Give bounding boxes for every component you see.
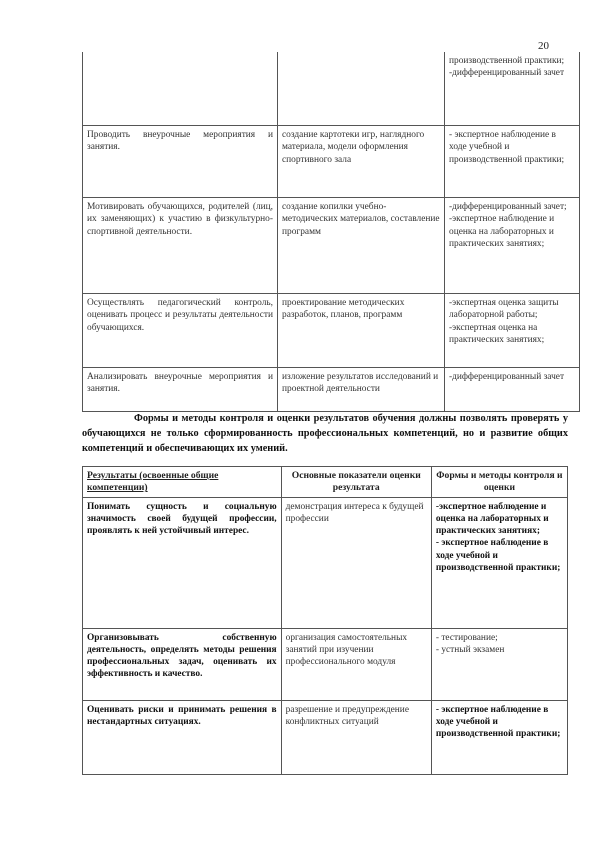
page-number: 20 xyxy=(538,40,549,52)
table-row xyxy=(83,52,580,126)
table-cell: проектирование методических разработок, планов, программ xyxy=(278,294,445,368)
table-cell: -дифференцированный зачет xyxy=(445,368,580,412)
table-row xyxy=(83,198,580,294)
table-cell: производственной практики; -дифференцированный зачет xyxy=(445,52,580,126)
table-row xyxy=(83,497,568,628)
table-cell: -экспертная оценка защиты лабораторной работы; -экспертная оценка на практических занятиях; xyxy=(445,294,580,368)
table-cell: создание копилки учебно-методических материалов, составление программ xyxy=(278,198,445,294)
column-header-results: Результаты (освоенные общие компетенции) xyxy=(83,467,282,498)
table-cell: Анализировать внеурочные мероприятия и занятия. xyxy=(83,368,278,412)
table-cell: изложение результатов исследований и проектной деятельности xyxy=(278,368,445,412)
table-cell: Осуществлять педагогический контроль, оценивать процесс и результаты деятельности обучающихся. xyxy=(83,294,278,368)
table-cell: демонстрация интереса к будущей профессии xyxy=(281,497,431,628)
table-cell: Мотивировать обучающихся, родителей (лиц, их заменяющих) к участию в физкультурно-спортивной деятельности. xyxy=(83,198,278,294)
table-cell: создание картотеки игр, наглядного материала, модели оформления спортивного зала xyxy=(278,126,445,198)
table-cell: - экспертное наблюдение в ходе учебной и производственной практики; xyxy=(445,126,580,198)
table-row xyxy=(83,126,580,198)
table-row xyxy=(83,700,568,774)
table-row xyxy=(83,368,580,412)
table-cell xyxy=(278,52,445,126)
table-row xyxy=(83,294,580,368)
table-cell: -экспертное наблюдение и оценка на лабораторных и практических занятиях; - экспертное наблюдение в ходе учебной и производственной практики; xyxy=(431,497,567,628)
column-header-methods: Формы и методы контроля и оценки xyxy=(431,467,567,498)
general-competencies-table xyxy=(82,466,568,775)
body-paragraph: Формы и методы контроля и оценки результатов обучения должны позволять проверять у обучающихся не только сформированность профессиональных компетенций, но и развитие общих компетенций и обеспечивающих их умений. xyxy=(82,413,568,454)
table-cell: - экспертное наблюдение в ходе учебной и производственной практики; xyxy=(431,700,567,774)
table-cell: Оценивать риски и принимать решения в нестандартных ситуациях. xyxy=(83,700,282,774)
table-cell: Проводить внеурочные мероприятия и занятия. xyxy=(83,126,278,198)
table-cell: Организовывать собственную деятельность, определять методы решения профессиональных задач, оценивать их эффективность и качество. xyxy=(83,628,282,700)
table-row xyxy=(83,628,568,700)
table-cell: организация самостоятельных занятий при изучении профессионального модуля xyxy=(281,628,431,700)
competency-table-continued xyxy=(82,52,580,412)
table-cell: - тестирование; - устный экзамен xyxy=(431,628,567,700)
table-header-row xyxy=(83,467,568,498)
table-cell: разрешение и предупреждение конфликтных ситуаций xyxy=(281,700,431,774)
table-cell: -дифференцированный зачет; -экспертное наблюдение и оценка на лабораторных и практических занятиях; xyxy=(445,198,580,294)
table-cell: Понимать сущность и социальную значимость своей будущей профессии, проявлять к ней устойчивый интерес. xyxy=(83,497,282,628)
table-cell xyxy=(83,52,278,126)
column-header-indicators: Основные показатели оценки результата xyxy=(281,467,431,498)
